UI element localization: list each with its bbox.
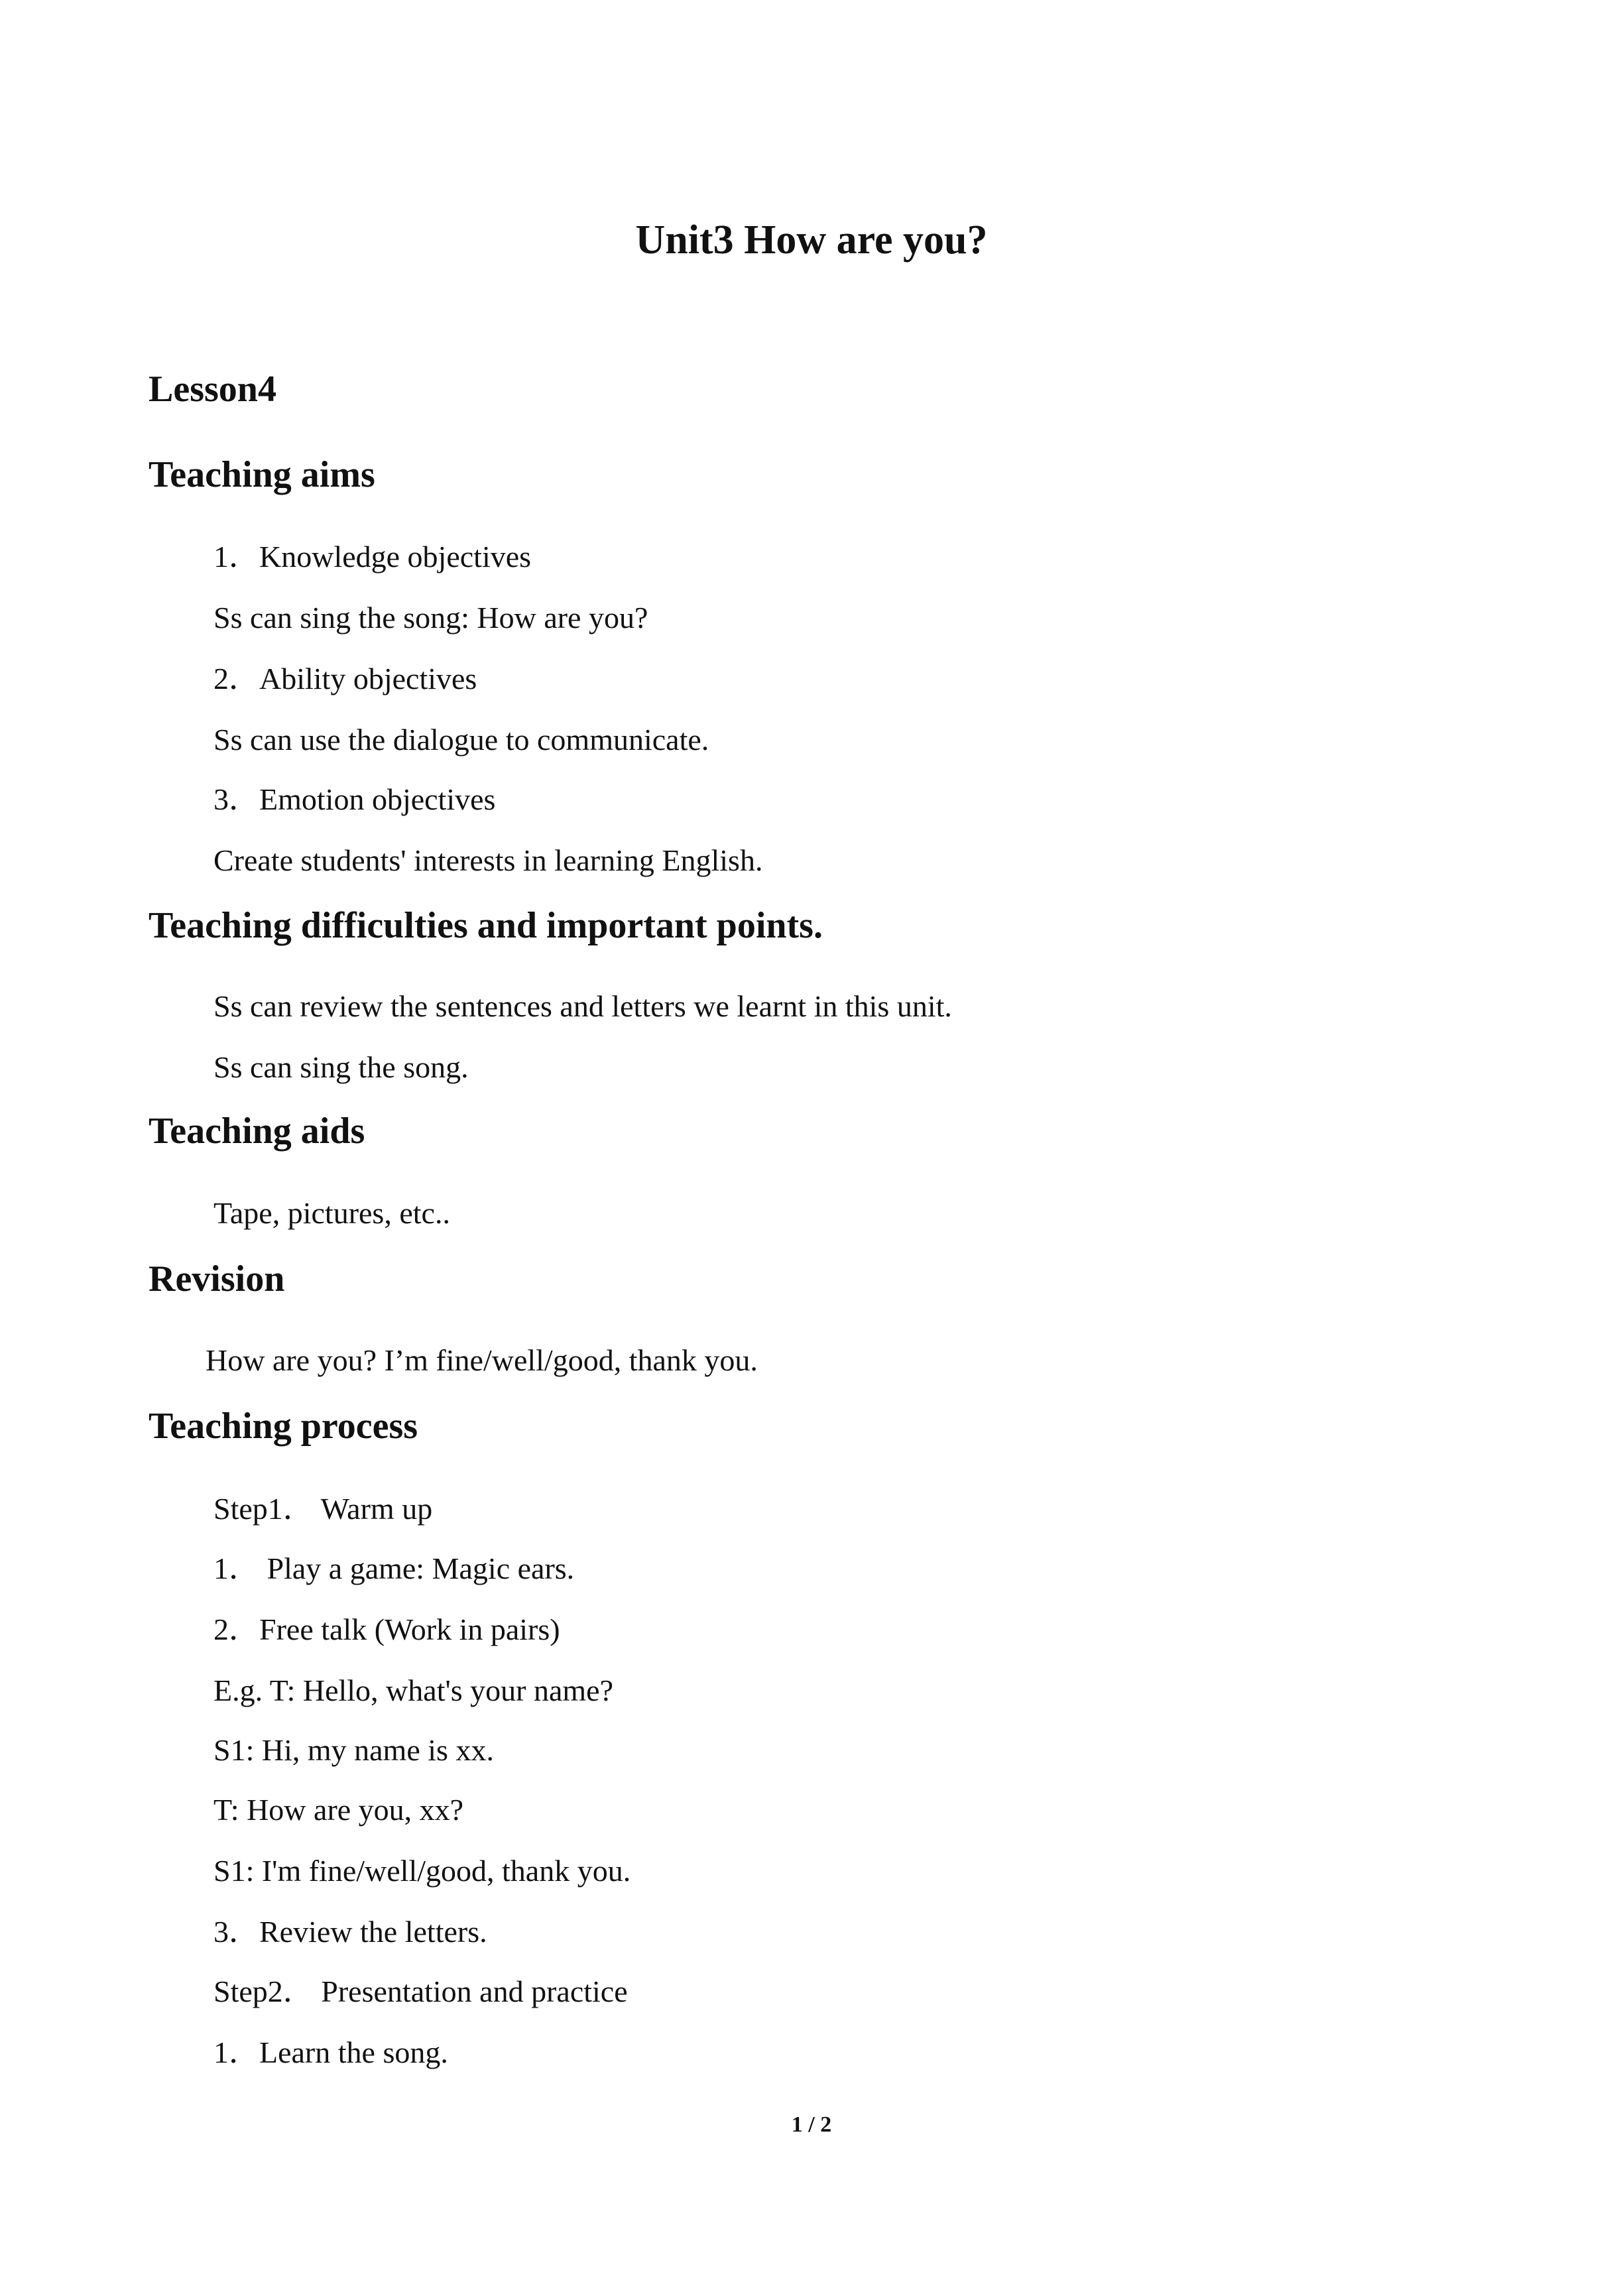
process-item: Step1． Warm up bbox=[213, 1492, 433, 1526]
difficulties-item: Ss can review the sentences and letters we learnt in this unit. bbox=[213, 989, 952, 1023]
page-title: Unit3 How are you? bbox=[635, 217, 988, 263]
process-item: E.g. T: Hello, what's your name? bbox=[213, 1673, 614, 1707]
aims-item: Create students' interests in learning English. bbox=[213, 843, 763, 877]
process-item: Step2． Presentation and practice bbox=[213, 1974, 628, 2008]
aids-item: Tape, pictures, etc.. bbox=[213, 1196, 450, 1230]
aims-item: 2．Ability objectives bbox=[213, 662, 477, 695]
process-item: 1．Learn the song. bbox=[213, 2035, 448, 2069]
process-item: T: How are you, xx? bbox=[213, 1793, 464, 1827]
aims-item: 1．Knowledge objectives bbox=[213, 540, 532, 574]
teaching-aids-heading: Teaching aids bbox=[149, 1111, 365, 1152]
revision-item: How are you? I’m fine/well/good, thank you. bbox=[206, 1343, 758, 1377]
page-number: 1 / 2 bbox=[791, 2112, 832, 2137]
teaching-aims-heading: Teaching aims bbox=[149, 454, 375, 495]
process-item: S1: I'm fine/well/good, thank you. bbox=[213, 1854, 631, 1888]
teaching-process-heading: Teaching process bbox=[149, 1406, 418, 1447]
lesson-heading: Lesson4 bbox=[149, 369, 276, 410]
difficulties-heading: Teaching difficulties and important points. bbox=[149, 905, 823, 946]
process-item: S1: Hi, my name is xx. bbox=[213, 1733, 494, 1767]
process-item: 1． Play a game: Magic ears. bbox=[213, 1551, 575, 1585]
revision-heading: Revision bbox=[149, 1258, 285, 1299]
difficulties-item: Ss can sing the song. bbox=[213, 1050, 469, 1084]
process-item: 3．Review the letters. bbox=[213, 1915, 487, 1949]
aims-item: 3．Emotion objectives bbox=[213, 782, 496, 816]
aims-item: Ss can use the dialogue to communicate. bbox=[213, 723, 709, 756]
aims-item: Ss can sing the song: How are you? bbox=[213, 601, 648, 634]
process-item: 2．Free talk (Work in pairs) bbox=[213, 1612, 560, 1646]
